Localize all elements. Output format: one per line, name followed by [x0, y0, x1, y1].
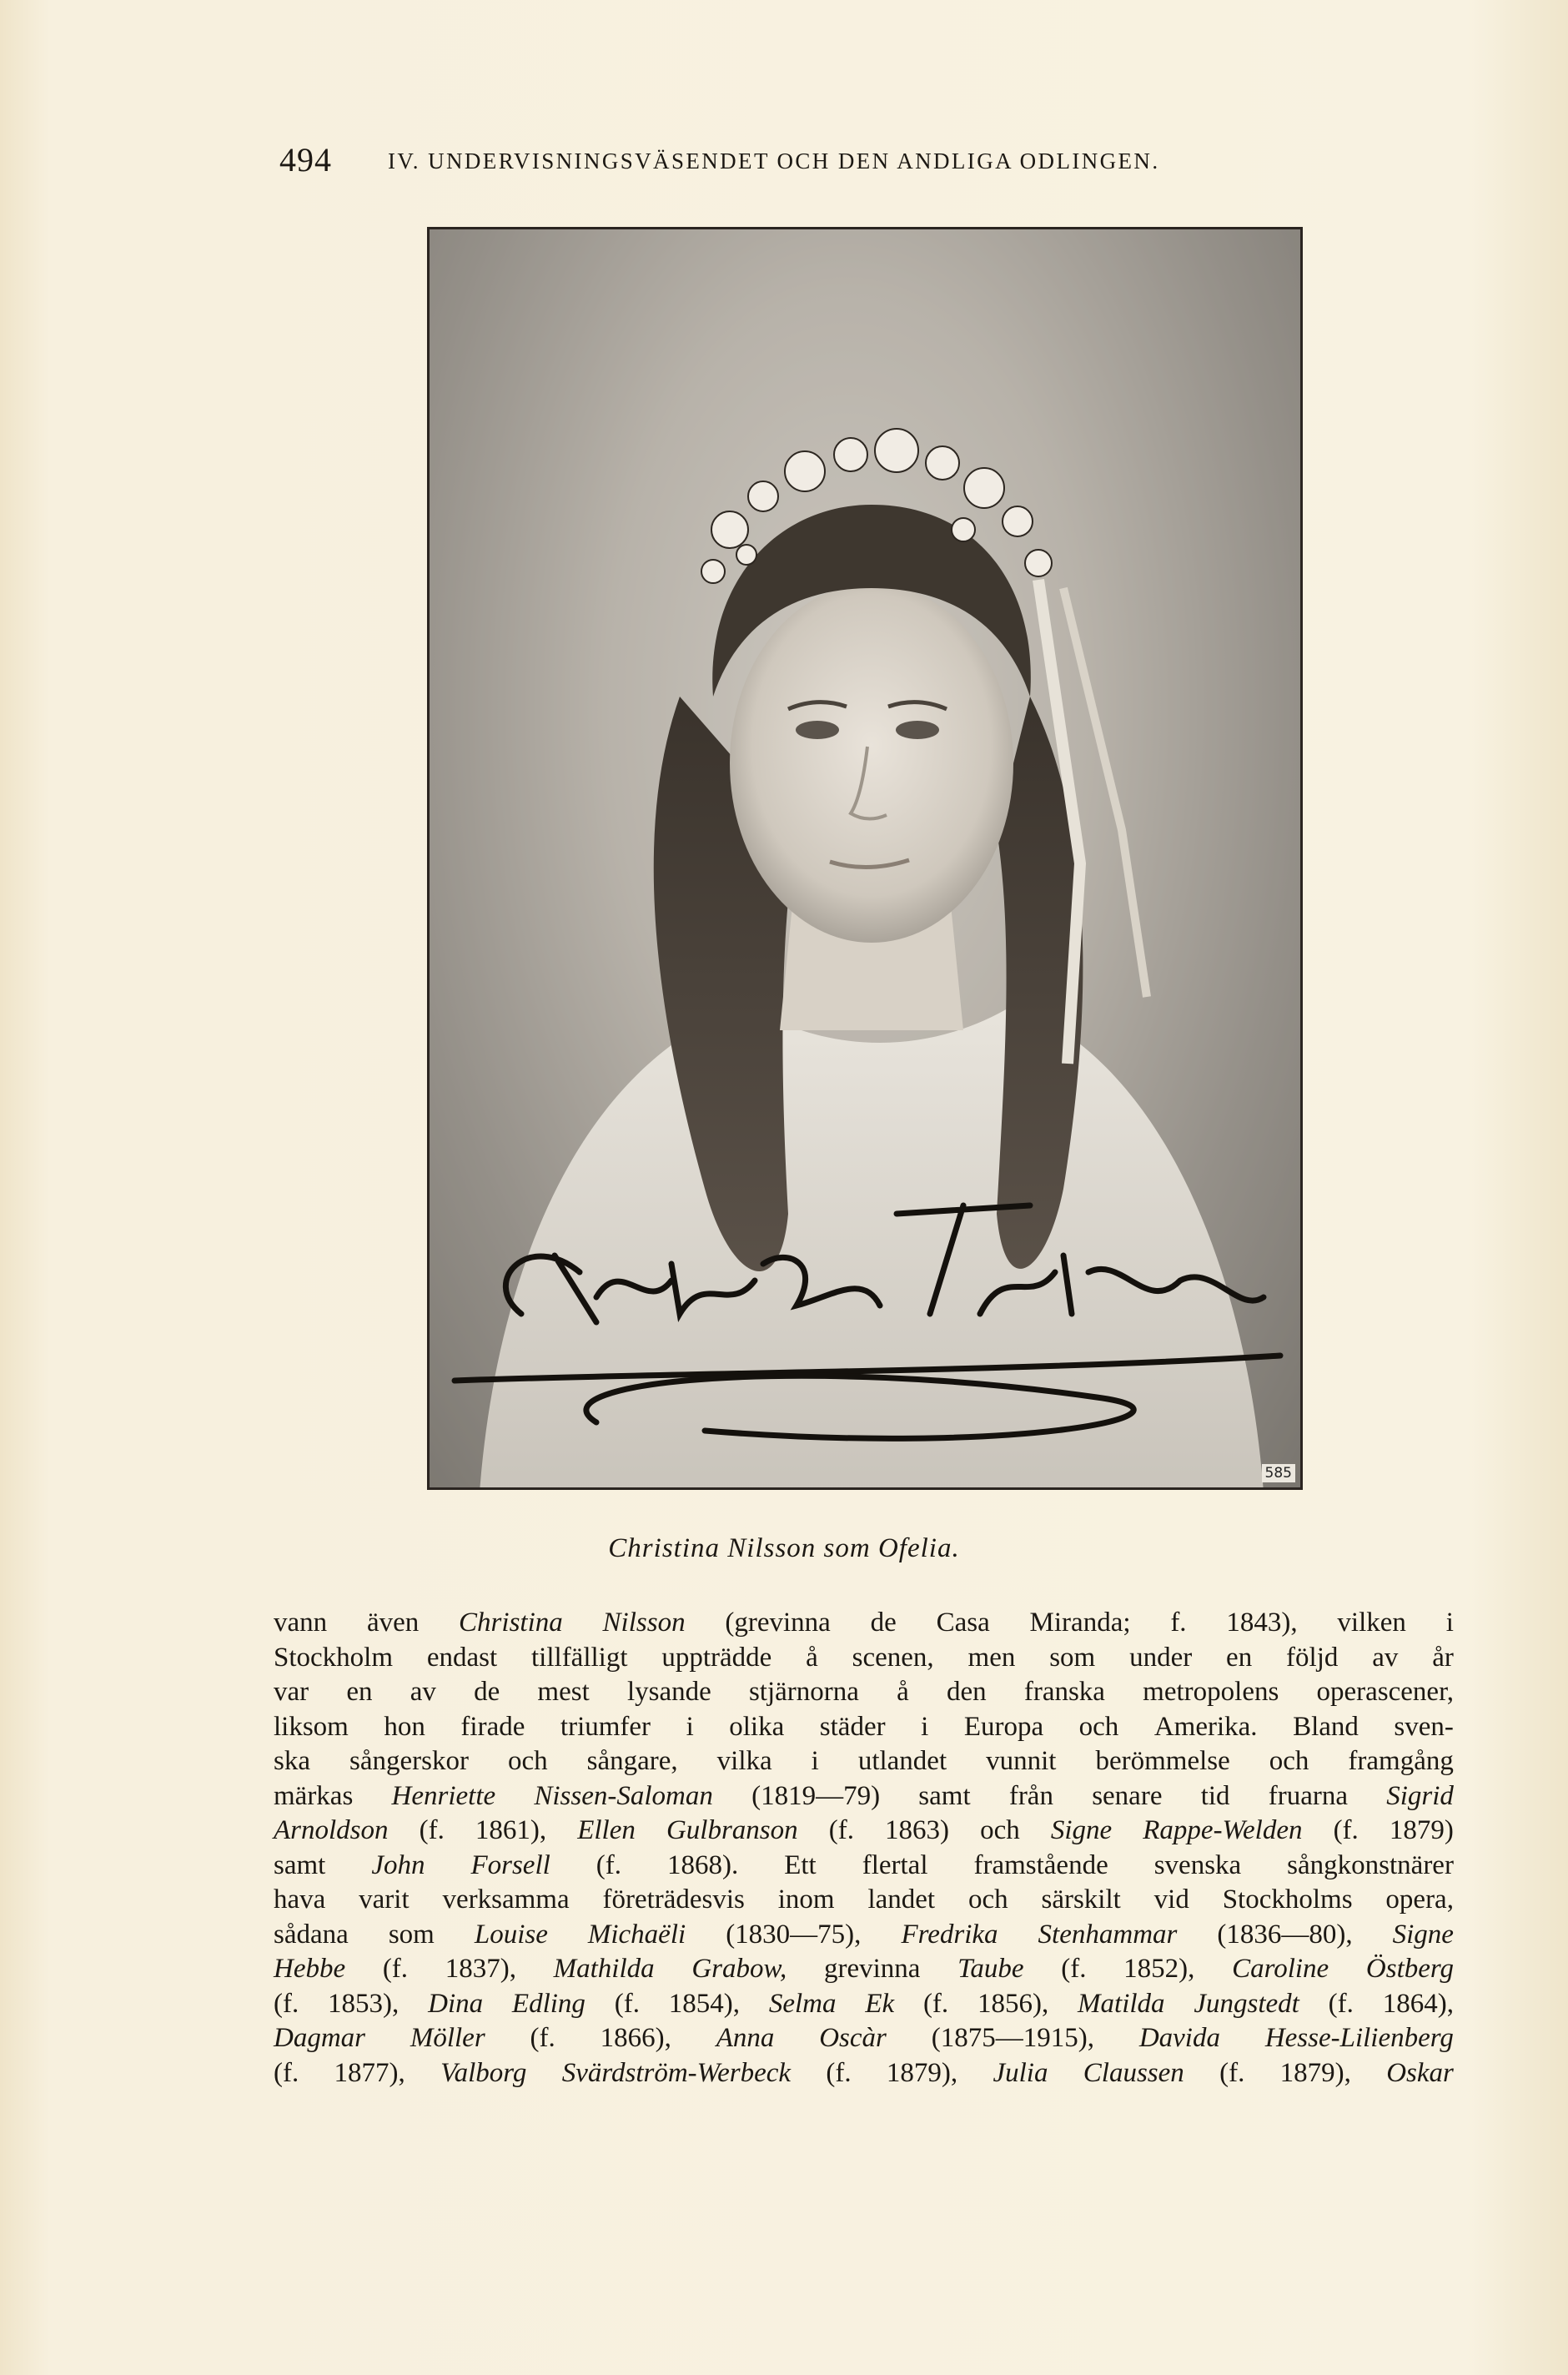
word: scenen, — [852, 1642, 934, 1673]
word: sven- — [1394, 1711, 1454, 1742]
word: företrädesvis — [602, 1884, 745, 1915]
word: Anna — [716, 2023, 775, 2053]
word: 1861), — [475, 1815, 547, 1845]
word: Hesse-Lilienberg — [1264, 2023, 1454, 2053]
text-line — [274, 1675, 1454, 1710]
word: 1852), — [1123, 1954, 1195, 1984]
text-line — [274, 2056, 1454, 2091]
word: å — [897, 1677, 909, 1707]
word: städer — [819, 1711, 886, 1742]
word: Valborg — [440, 2057, 527, 2088]
word: Amerika. — [1153, 1711, 1258, 1742]
word: (f. — [828, 1815, 854, 1845]
word: en — [1226, 1642, 1253, 1673]
word: stjärnorna — [748, 1677, 859, 1707]
word: men — [967, 1642, 1016, 1673]
word: 1837), — [445, 1954, 516, 1984]
word: Jungstedt — [1194, 1988, 1299, 2019]
word: Taube — [957, 1954, 1024, 1984]
word: vann — [274, 1608, 328, 1638]
word: lysande — [626, 1677, 711, 1707]
word: sådana — [274, 1919, 349, 1950]
word: 1877), — [334, 2057, 405, 2088]
word: vilka — [716, 1746, 772, 1776]
word: 1843), — [1226, 1608, 1298, 1638]
word: Stenhammar — [1038, 1919, 1178, 1950]
word: (f. — [922, 1988, 949, 2019]
word: märkas — [274, 1780, 354, 1811]
word: (f. — [614, 1988, 640, 2019]
word: (1819—79) — [751, 1780, 881, 1811]
word: (f. — [382, 1954, 409, 1984]
text-line — [274, 1918, 1454, 1953]
word: (f. — [419, 1815, 445, 1845]
word: mest — [537, 1677, 590, 1707]
word: (f. — [274, 2057, 299, 2088]
word: Oscàr — [819, 2023, 887, 2053]
word: Möller — [410, 2023, 485, 2053]
word: 1879) — [1389, 1815, 1454, 1845]
word: Oskar — [1386, 2057, 1454, 2088]
word: 1856), — [977, 1988, 1049, 2019]
word: Casa — [936, 1608, 990, 1638]
word: Gulbranson — [666, 1815, 798, 1845]
word: ska — [274, 1746, 310, 1776]
word: berömmelse — [1095, 1746, 1230, 1776]
word: och — [1269, 1746, 1309, 1776]
word: av — [1372, 1642, 1399, 1673]
figure-caption: Christina Nilsson som Ofelia. — [608, 1533, 960, 1563]
word: opera, — [1385, 1884, 1454, 1915]
word: liksom — [274, 1711, 349, 1742]
word: som — [1049, 1642, 1096, 1673]
text-line — [274, 1849, 1454, 1884]
word: Mathilda — [553, 1954, 655, 1984]
word: verksamma — [442, 1884, 570, 1915]
word: Louise — [474, 1919, 548, 1950]
word: operascener, — [1316, 1677, 1454, 1707]
word: som — [388, 1919, 435, 1950]
word: Davida — [1138, 2023, 1220, 2053]
word: i — [1445, 1608, 1454, 1638]
word: 1868). — [666, 1849, 739, 1880]
word: en — [346, 1677, 373, 1707]
word: 1853), — [328, 1988, 400, 2019]
word: Dina — [428, 1988, 484, 2019]
page-number: 494 — [279, 141, 332, 179]
word: f. — [1170, 1608, 1187, 1638]
word: och — [507, 1746, 548, 1776]
word: svenska — [1153, 1849, 1242, 1880]
word: Nissen-Saloman — [534, 1780, 713, 1811]
word: Claussen — [1083, 2057, 1184, 2088]
word: (f. — [1328, 1988, 1354, 2019]
word: (f. — [596, 1849, 621, 1880]
word: 1866), — [600, 2023, 671, 2053]
word: Stockholm — [274, 1642, 394, 1673]
word: Edling — [511, 1988, 585, 2019]
word: Hebbe — [274, 1954, 346, 1984]
word: vid — [1153, 1884, 1189, 1915]
word: fruarna — [1268, 1780, 1349, 1811]
word: (f. — [530, 2023, 555, 2053]
word: de — [474, 1677, 500, 1707]
word: Sigrid — [1386, 1780, 1454, 1811]
word: under — [1129, 1642, 1193, 1673]
word: 1879), — [886, 2057, 958, 2088]
word: Fredrika — [901, 1919, 998, 1950]
text-line — [274, 1987, 1454, 2022]
word: Ellen — [577, 1815, 636, 1845]
word: Henriette — [391, 1780, 496, 1811]
word: hava — [274, 1884, 326, 1915]
word: (1830—75), — [726, 1919, 862, 1950]
word: flertal — [862, 1849, 928, 1880]
word: och — [1078, 1711, 1119, 1742]
word: även — [366, 1608, 420, 1638]
word: metropolens — [1143, 1677, 1279, 1707]
word: den — [946, 1677, 987, 1707]
text-line — [274, 1606, 1454, 1641]
word: John — [371, 1849, 425, 1880]
word: grevinna — [823, 1954, 921, 1984]
page-header — [279, 140, 1455, 190]
word: samt — [918, 1780, 971, 1811]
word: Christina — [459, 1608, 563, 1638]
text-line — [274, 1814, 1454, 1849]
word: följd — [1286, 1642, 1339, 1673]
word: 1863) — [885, 1815, 950, 1845]
word: olika — [729, 1711, 785, 1742]
word: av — [410, 1677, 436, 1707]
word: i — [686, 1711, 694, 1742]
word: landet — [867, 1884, 936, 1915]
word: å — [806, 1642, 818, 1673]
word: vunnit — [986, 1746, 1057, 1776]
word: Östberg — [1365, 1954, 1454, 1984]
word: (1836—80), — [1217, 1919, 1353, 1950]
word: inom — [777, 1884, 835, 1915]
word: var — [274, 1677, 309, 1707]
word: år — [1432, 1642, 1454, 1673]
body-text — [274, 1606, 1454, 2091]
portrait-plate — [427, 227, 1303, 1490]
word: Matilda — [1078, 1988, 1165, 2019]
word: endast — [426, 1642, 498, 1673]
word: (f. — [1219, 2057, 1245, 2088]
word: (f. — [1333, 1815, 1359, 1845]
word: (grevinna — [725, 1608, 831, 1638]
word: uppträdde — [661, 1642, 772, 1673]
word: 1864), — [1382, 1988, 1454, 2019]
word: (f. — [1061, 1954, 1087, 1984]
word: Forsell — [470, 1849, 550, 1880]
word: i — [921, 1711, 929, 1742]
word: (f. — [826, 2057, 852, 2088]
text-line — [274, 1952, 1454, 1987]
word: i — [811, 1746, 819, 1776]
text-line — [274, 1710, 1454, 1745]
word: franska — [1023, 1677, 1105, 1707]
word: varit — [359, 1884, 410, 1915]
word: utlandet — [857, 1746, 947, 1776]
word: Julia — [993, 2057, 1048, 2088]
word: tid — [1200, 1780, 1230, 1811]
word: Dagmar — [274, 2023, 366, 2053]
word: Bland — [1293, 1711, 1359, 1742]
word: samt — [274, 1849, 326, 1880]
word: Grabow, — [691, 1954, 787, 1984]
running-head: IV. UNDERVISNINGSVÄSENDET OCH DEN ANDLIGA ODLINGEN. — [388, 148, 1160, 174]
text-line — [274, 1744, 1454, 1779]
text-line — [274, 1779, 1454, 1814]
word: Nilsson — [602, 1608, 686, 1638]
word: och — [980, 1815, 1020, 1845]
plate-number: 585 — [1262, 1464, 1295, 1482]
text-line — [274, 2021, 1454, 2056]
word: från — [1008, 1780, 1053, 1811]
word: sångkonstnärer — [1287, 1849, 1454, 1880]
word: de — [870, 1608, 897, 1638]
word: 1879), — [1279, 2057, 1351, 2088]
word: Rappe-Welden — [1143, 1815, 1303, 1845]
portrait-illustration — [430, 229, 1303, 1490]
word: Europa — [963, 1711, 1044, 1742]
word: Ek — [865, 1988, 895, 2019]
word: Caroline — [1232, 1954, 1329, 1984]
word: särskilt — [1041, 1884, 1121, 1915]
word: framgång — [1348, 1746, 1454, 1776]
word: Signe — [1050, 1815, 1113, 1845]
word: Miranda; — [1029, 1608, 1131, 1638]
word: 1854), — [668, 1988, 741, 2019]
word: senare — [1092, 1780, 1163, 1811]
text-line — [274, 1883, 1454, 1918]
text-line — [274, 1641, 1454, 1676]
word: Signe — [1392, 1919, 1454, 1950]
word: triumfer — [560, 1711, 651, 1742]
word: firade — [460, 1711, 525, 1742]
word: sångare, — [586, 1746, 678, 1776]
word: (1875—1915), — [931, 2023, 1094, 2053]
word: Svärdström-Werbeck — [561, 2057, 792, 2088]
word: sångerskor — [349, 1746, 469, 1776]
word: Michaëli — [587, 1919, 686, 1950]
word: Ett — [784, 1849, 817, 1880]
word: vilken — [1337, 1608, 1406, 1638]
word: framstående — [973, 1849, 1108, 1880]
word: Selma — [768, 1988, 837, 2019]
word: och — [967, 1884, 1008, 1915]
word: hon — [384, 1711, 425, 1742]
word: Arnoldson — [274, 1815, 389, 1845]
word: (f. — [274, 1988, 299, 2019]
word: Stockholms — [1222, 1884, 1353, 1915]
word: tillfälligt — [531, 1642, 628, 1673]
